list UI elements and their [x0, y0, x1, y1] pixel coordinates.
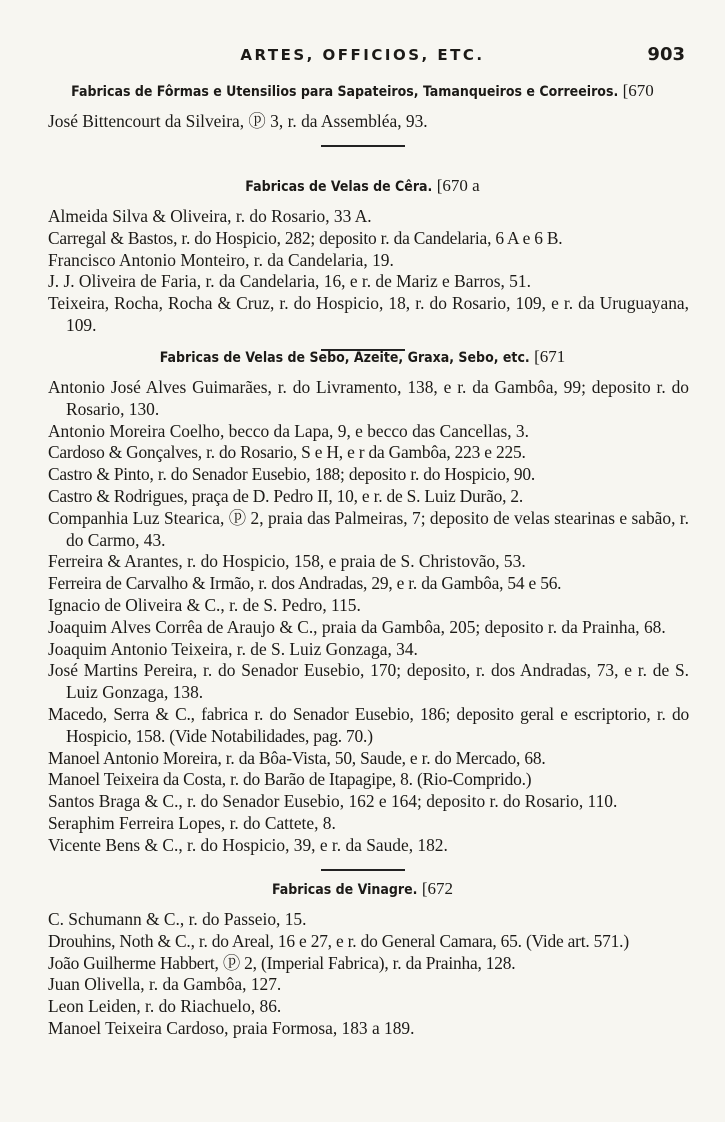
section-divider	[321, 145, 405, 147]
list-item: Almeida Silva & Oliveira, r. do Rosario, 33 A.	[48, 206, 372, 226]
section-heading	[40, 346, 685, 369]
list-item: Companhia Luz Stearica, ⓟ 2, praia das Palmeiras, 7; deposito de velas stearinas e sabão, r. do Carmo, 43.	[48, 507, 689, 550]
section-ref: [672	[421, 879, 454, 898]
section-heading	[40, 878, 685, 901]
list-item: Manoel Teixeira Cardoso, praia Formosa, 183 a 189.	[48, 1017, 415, 1038]
running-title: ARTES, OFFICIOS, ETC.	[240, 46, 485, 64]
section-ref: [670 a	[436, 176, 480, 195]
list-item: Seraphim Ferreira Lopes, r. do Cattete, 8.	[48, 812, 336, 833]
list-item: J. J. Oliveira de Faria, r. da Candelaria, 16, e r. de Mariz e Barros, 51.	[48, 271, 531, 292]
list-item: Ferreira & Arantes, r. do Hospicio, 158, e praia de S. Christovão, 53.	[48, 551, 526, 572]
list-item: Castro & Rodrigues, praça de D. Pedro II, 10, e r. de S. Luiz Durão, 2.	[48, 485, 524, 506]
entry-list	[48, 206, 689, 337]
list-item: C. Schumann & C., r. do Passeio, 15.	[48, 909, 307, 929]
section-heading-text: Fabricas de Fôrmas e Utensilios para Sapateiros, Tamanqueiros e Correeiros.	[71, 84, 619, 100]
list-item: Joaquim Alves Corrêa de Araujo & C., praia da Gambôa, 205; deposito r. da Prainha, 68.	[48, 616, 666, 637]
list-item: Antonio José Alves Guimarães, r. do Livramento, 138, e r. da Gambôa, 99; deposito r. do Rosario, 130.	[48, 377, 689, 419]
section-ref: [670	[622, 81, 654, 100]
list-item: Ferreira de Carvalho & Irmão, r. dos Andradas, 29, e r. da Gambôa, 54 e 56.	[48, 573, 562, 594]
section-wax-candles	[0, 175, 725, 363]
list-item: Antonio Moreira Coelho, becco da Lapa, 9, e becco das Cancellas, 3.	[48, 420, 529, 441]
list-item: Macedo, Serra & C., fabrica r. do Senador Eusebio, 186; deposito geral e escriptorio, r. do Hospicio, 158. (Vide Notabilidades, pag. 70.)	[48, 703, 689, 746]
entry-list	[48, 909, 689, 1040]
list-item: Teixeira, Rocha, Rocha & Cruz, r. do Hospicio, 18, r. do Rosario, 109, e r. da Uruguayana, 109.	[48, 293, 689, 335]
section-heading	[40, 80, 685, 103]
list-item: Carregal & Bastos, r. do Hospicio, 282; deposito r. da Candelaria, 6 A e 6 B.	[48, 227, 563, 248]
section-heading-text: Fabricas de Velas de Cêra.	[245, 179, 433, 195]
running-head	[0, 46, 725, 70]
section-ref: [671	[534, 347, 566, 366]
section-divider	[321, 869, 405, 871]
section-heading-text: Fabricas de Velas de Sebo, Azeite, Graxa, Sebo, etc.	[159, 350, 530, 366]
list-item: Joaquim Antonio Teixeira, r. de S. Luiz Gonzaga, 34.	[48, 638, 418, 659]
list-item: Francisco Antonio Monteiro, r. da Candelaria, 19.	[48, 249, 394, 270]
list-item: João Guilherme Habbert, ⓟ 2, (Imperial Fabrica), r. da Prainha, 128.	[48, 952, 516, 973]
list-item: Castro & Pinto, r. do Senador Eusebio, 188; deposito r. do Hospicio, 90.	[48, 464, 536, 485]
section-tallow-candles	[0, 346, 725, 883]
list-item: José Bittencourt da Silveira, ⓟ 3, r. da Assembléa, 93.	[48, 111, 428, 131]
list-item: Ignacio de Oliveira & C., r. de S. Pedro, 115.	[48, 594, 361, 615]
list-item: Vicente Bens & C., r. do Hospicio, 39, e r. da Saude, 182.	[48, 834, 448, 855]
section-heading-text: Fabricas de Vinagre.	[271, 882, 418, 898]
entry-list	[48, 111, 689, 133]
page-number: 903	[647, 44, 685, 65]
section-vinegar	[0, 878, 725, 1040]
section-heading	[40, 175, 685, 198]
list-item: Juan Olivella, r. da Gambôa, 127.	[48, 974, 282, 995]
list-item: Cardoso & Gonçalves, r. do Rosario, S e H, e r da Gambôa, 223 e 225.	[48, 442, 526, 463]
list-item: Drouhins, Noth & C., r. do Areal, 16 e 27, e r. do General Camara, 65. (Vide art. 571.)	[48, 930, 629, 951]
list-item: José Martins Pereira, r. do Senador Eusebio, 170; deposito, r. dos Andradas, 73, e r. de S. Luiz Gonzaga, 138.	[48, 660, 689, 703]
list-item: Santos Braga & C., r. do Senador Eusebio, 162 e 164; deposito r. do Rosario, 110.	[48, 791, 618, 812]
list-item: Manoel Teixeira da Costa, r. do Barão de Itapagipe, 8. (Rio-Comprido.)	[48, 769, 532, 790]
entry-list	[48, 377, 689, 857]
list-item: Leon Leiden, r. do Riachuelo, 86.	[48, 996, 282, 1017]
list-item: Manoel Antonio Moreira, r. da Bôa-Vista, 50, Saude, e r. do Mercado, 68.	[48, 747, 546, 768]
section-forms-utensils	[0, 80, 725, 159]
